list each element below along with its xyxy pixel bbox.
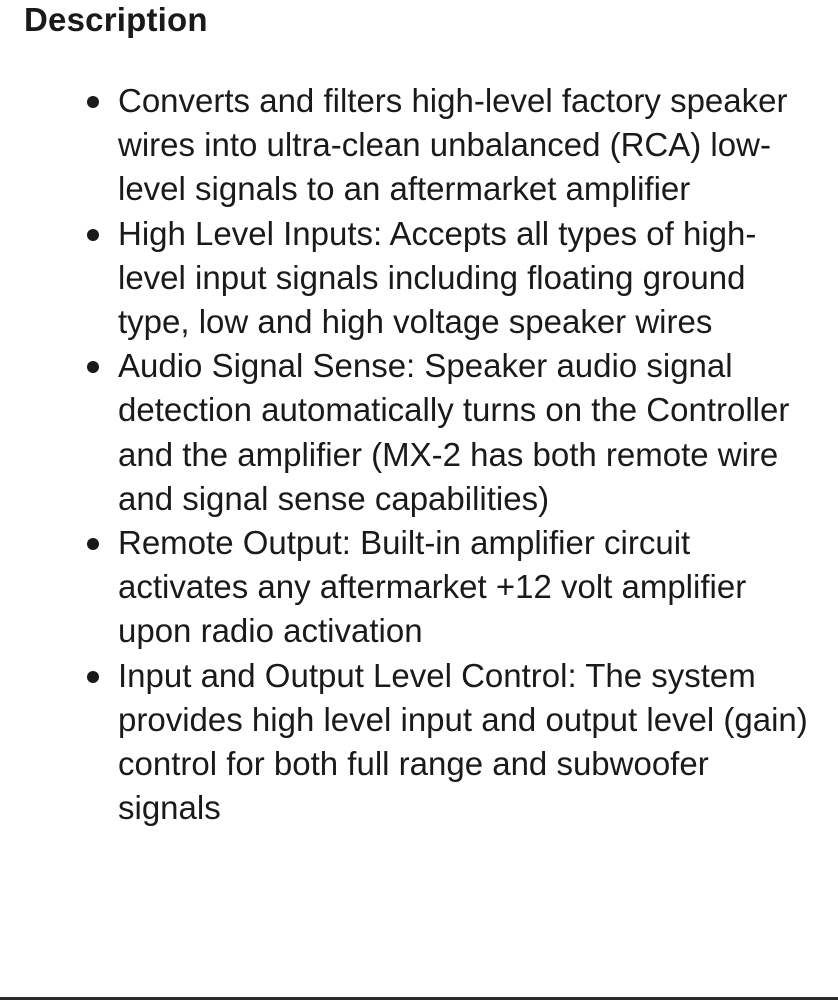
list-item: [118, 654, 818, 831]
bullet-icon: [87, 96, 99, 108]
list-item-text: Input and Output Level Control: The system provides high level input and output level (gain) control for both full range and subwoofer signals: [118, 656, 808, 827]
list-item-text: Remote Output: Built-in amplifier circuit activates any aftermarket +12 volt amplifier upon radio activation: [118, 524, 747, 650]
list-item: [118, 212, 818, 345]
section-heading: Description: [24, 1, 208, 38]
feature-list: [118, 79, 818, 830]
list-item-text: Audio Signal Sense: Speaker audio signal detection automatically turns on the Controller and the amplifier (MX-2 has both remote wire and signal sense capabilities): [118, 347, 790, 517]
list-item-text: Converts and filters high-level factory speaker wires into ultra-clean unbalanced (RCA) low-level signals to an aftermarket amplifier: [118, 82, 788, 208]
list-item: [118, 79, 818, 212]
list-item: [118, 521, 818, 654]
bullet-icon: [87, 671, 99, 683]
bullet-icon: [87, 538, 99, 550]
list-item: [118, 344, 818, 521]
bullet-icon: [87, 361, 99, 373]
bullet-icon: [87, 229, 99, 241]
list-item-text: High Level Inputs: Accepts all types of high-level input signals including floating ground type, low and high voltage speaker wires: [118, 214, 757, 341]
